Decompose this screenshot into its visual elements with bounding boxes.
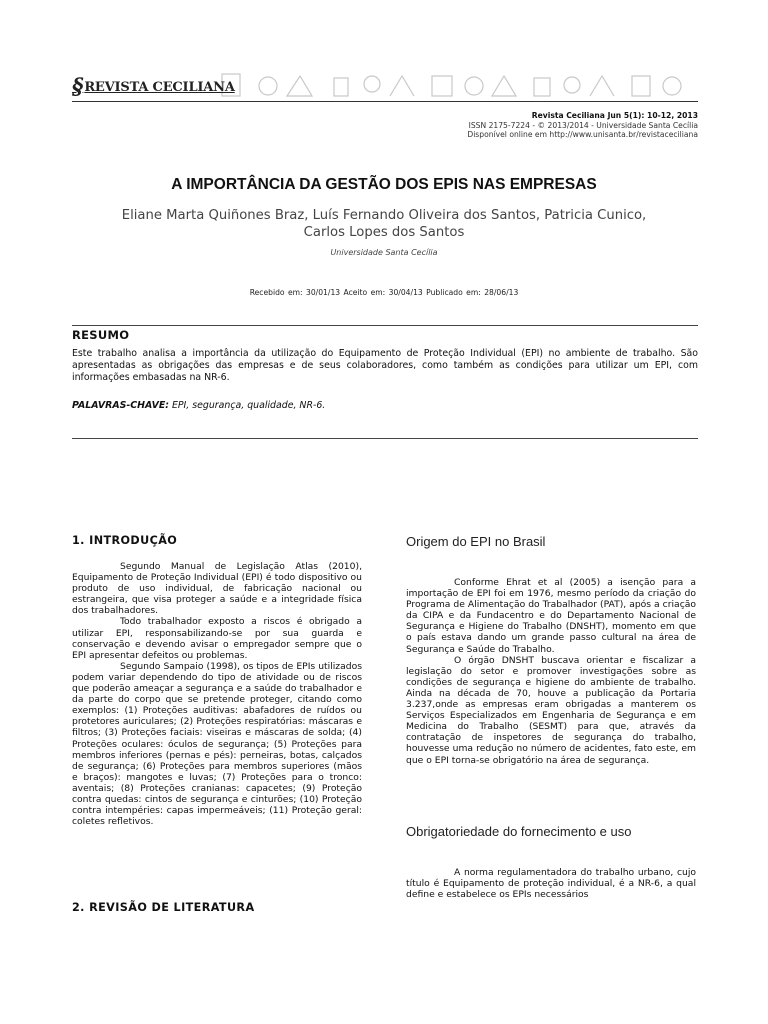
- article-affiliation: Universidade Santa Cecília: [330, 248, 438, 257]
- paragraph: Todo trabalhador exposto a riscos é obrigado a utilizar EPI, responsabilizando-se por sua guarda e conservação e devendo avisar o empregador sempre que o EPI apresentar defeitos ou problemas.: [72, 616, 362, 661]
- journal-online: Disponível online em http://www.unisanta.br/revistaceciliana: [467, 130, 698, 140]
- paragraph: O órgão DNSHT buscava orientar e fiscalizar a legislação do setor e promover investigações sobre as condições de segurança e higiene do ambiente de trabalho. Ainda na década de 70, houve a publicação da Portaria 3.237,onde as empresas eram obrigadas a manterem os Serviços Especializados em Engenharia de Segurança e em Medicina do Trabalho (SESMT) para que, através da contratação de inspetores de segurança do trabalho, houvesse uma redução no número de acidentes, fato este, em que o EPI torna-se obrigatório na área de segurança.: [406, 654, 696, 766]
- abstract-text: Este trabalho analisa a importância da utilização do Equipamento de Proteção Individual (EPI) no ambiente de trabalho. São apresentadas as obrigações das empresas e de seus colaboradores, como também as condições para utilizar um EPI, com informações embasadas na NR-6.: [72, 348, 698, 383]
- journal-info: [467, 111, 698, 140]
- journal-issn: ISSN 2175-7224 - © 2013/2014 - Universidade Santa Cecília: [468, 120, 698, 130]
- subsection-origin-heading: Origem do EPI no Brasil: [406, 534, 546, 549]
- journal-citation: Revista Ceciliana Jun 5(1): 10-12, 2013: [531, 111, 698, 120]
- keywords-label: PALAVRAS-CHAVE:: [72, 400, 169, 411]
- paragraph: Conforme Ehrat et al (2005) a isenção para a importação de EPI foi em 1976, mesmo período da criação do Programa de Alimentação do Trabalhador (PAT), após a criação da CIPA e da Fundacentro e do Departamento Nacional de Segurança e Higiene do Trabalho (DNSHT), momento em que o país estava dando um grande passo cultural na área de Segurança e Saúde do Trabalho.: [406, 577, 696, 655]
- paragraph: Segundo Manual de Legislação Atlas (2010), Equipamento de Proteção Individual (EPI) é todo dispositivo ou produto de uso individual, de fabricação nacional ou estrangeira, que visa proteger a saúde e a integridade física dos trabalhadores.: [72, 561, 362, 617]
- header-divider: [72, 101, 698, 102]
- section-literature-heading: 2. REVISÃO DE LITERATURA: [72, 901, 255, 914]
- paragraph: A norma regulamentadora do trabalho urbano, cujo título é Equipamento de proteção individual, é a NR-6, a qual define e estabelece os EPIs necessários: [406, 867, 696, 901]
- obligation-body: [406, 867, 696, 900]
- abstract-bottom-rule: [72, 438, 698, 439]
- abstract-heading: RESUMO: [72, 328, 130, 342]
- section-introduction-heading: 1. INTRODUÇÃO: [72, 534, 178, 547]
- abstract-top-rule: [72, 325, 698, 326]
- keywords: [72, 400, 325, 411]
- article-authors: Eliane Marta Quiñones Braz, Luís Fernando Oliveira dos Santos, Patricia Cunico, Carlos Lopes dos Santos: [121, 208, 647, 240]
- journal-logo: §REVISTA CECILIANA: [72, 74, 235, 100]
- paragraph: Segundo Sampaio (1998), os tipos de EPIs utilizados podem variar dependendo do tipo de atividade ou de riscos que poderão ameaçar a segurança e a saúde do trabalhador e da parte do corpo que se pretende proteger, citando como exemplos: (1) Proteções auditivas: abafadores de ruídos ou protetores auriculares; (2) Proteções respiratórias: máscaras e filtros; (3) Proteções faciais: viseiras e máscaras de solda; (4) Proteções oculares: óculos de segurança; (5) Proteções para membros inferiores (pernas e pés): perneiras, botas, calçados de segurança; (6) Proteções para membros superiores (mãos e braços): mangotes e luvas; (7) Proteções para o tronco: aventais; (8) Proteções cranianas: capacetes; (9) Proteção contra quedas: cintos de segurança e cinturões; (10) Proteção contra intempéries: capas impermeáveis; (11) Proteção geral: coletes refletivos.: [72, 660, 362, 828]
- subsection-obligation-heading: Obrigatoriedade do fornecimento e uso: [406, 824, 632, 839]
- introduction-body: [72, 561, 362, 827]
- article-dates: Recebido em: 30/01/13 Aceito em: 30/04/13 Publicado em: 28/06/13: [249, 288, 519, 297]
- article-title: A IMPORTÂNCIA DA GESTÃO DOS EPIS NAS EMPRESAS: [171, 176, 597, 193]
- origin-body: [406, 577, 696, 766]
- keywords-list: EPI, segurança, qualidade, NR-6.: [168, 400, 326, 411]
